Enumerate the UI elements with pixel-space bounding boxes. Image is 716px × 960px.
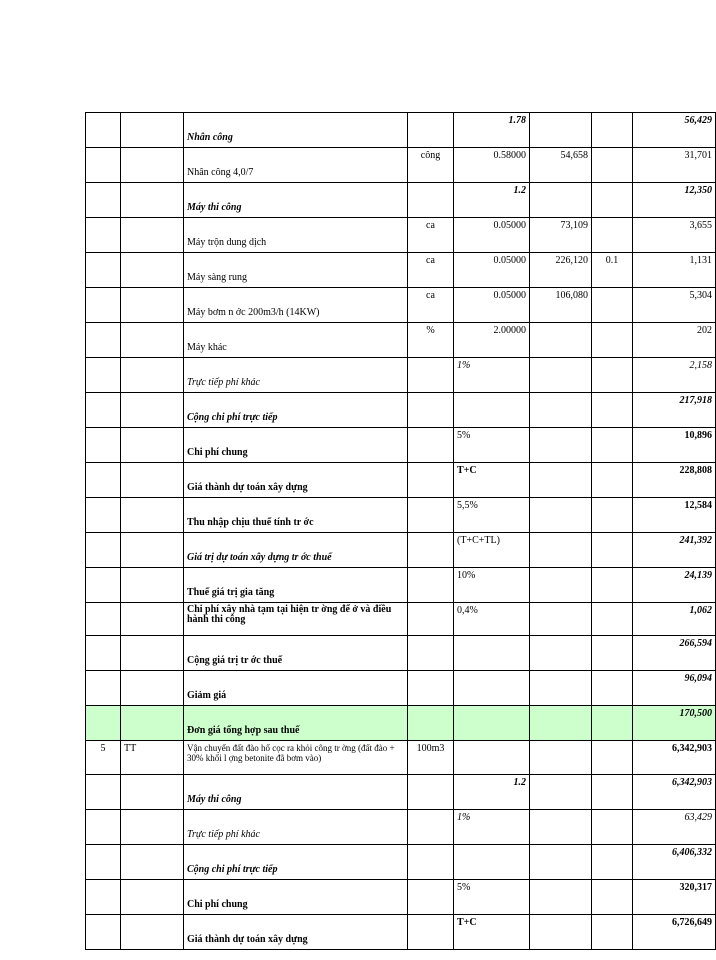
cell-coefficient [592, 603, 633, 636]
table-row [86, 288, 716, 323]
cell-unit [408, 498, 454, 533]
cell-code [121, 533, 184, 568]
cell-description: Chi phí xây nhà tạm tại hiện tr ờng để ở và điều hành thi công [184, 603, 408, 636]
cell-stt [86, 113, 121, 148]
cell-unit [408, 636, 454, 671]
cell-amount: 228,808 [633, 463, 716, 498]
cell-description: Cộng chi phí trực tiếp [184, 845, 408, 880]
cell-amount: 63,429 [633, 810, 716, 845]
cell-description: Giảm giá [184, 671, 408, 706]
cell-unit [408, 113, 454, 148]
cell-code [121, 915, 184, 950]
cell-stt [86, 603, 121, 636]
cell-coefficient [592, 148, 633, 183]
cell-coefficient [592, 775, 633, 810]
cell-coefficient [592, 636, 633, 671]
cell-amount: 202 [633, 323, 716, 358]
cell-unit-price [530, 393, 592, 428]
cell-unit [408, 706, 454, 741]
cell-quantity [454, 393, 530, 428]
cell-code [121, 463, 184, 498]
cell-code [121, 568, 184, 603]
cell-coefficient [592, 915, 633, 950]
cell-code [121, 706, 184, 741]
cell-coefficient [592, 183, 633, 218]
cell-unit-price [530, 810, 592, 845]
cell-coefficient [592, 218, 633, 253]
cell-quantity: 0.58000 [454, 148, 530, 183]
cell-unit-price [530, 323, 592, 358]
cost-estimate-table [85, 112, 716, 950]
cell-description: Máy thi công [184, 775, 408, 810]
cell-code [121, 636, 184, 671]
cell-unit [408, 603, 454, 636]
cell-amount: 3,655 [633, 218, 716, 253]
cell-code [121, 253, 184, 288]
cell-code [121, 358, 184, 393]
cell-stt [86, 880, 121, 915]
cell-code [121, 845, 184, 880]
cell-description: Cộng chi phí trực tiếp [184, 393, 408, 428]
table-row [86, 845, 716, 880]
cell-quantity: 1.2 [454, 775, 530, 810]
cell-description: Giá trị dự toán xây dựng tr ớc thuế [184, 533, 408, 568]
cell-quantity: 5% [454, 428, 530, 463]
cell-unit-price [530, 183, 592, 218]
cell-description: Máy thi công [184, 183, 408, 218]
cell-description: Trực tiếp phí khác [184, 358, 408, 393]
cell-unit-price [530, 603, 592, 636]
cell-description: Máy bơm n ớc 200m3/h (14KW) [184, 288, 408, 323]
table-body [86, 113, 716, 950]
cell-stt [86, 810, 121, 845]
cell-unit-price [530, 113, 592, 148]
cell-unit-price: 54,658 [530, 148, 592, 183]
cell-quantity [454, 636, 530, 671]
table-row [86, 603, 716, 636]
cell-amount: 12,584 [633, 498, 716, 533]
cell-amount: 96,094 [633, 671, 716, 706]
cell-description: Vận chuyển đất đào hố cọc ra khỏi công tr ờng (đất đào + 30% khối l ợng betonite đã bơm vào) [184, 741, 408, 775]
cell-coefficient [592, 533, 633, 568]
cell-amount: 5,304 [633, 288, 716, 323]
cell-stt [86, 568, 121, 603]
cell-quantity: 0,4% [454, 603, 530, 636]
cell-amount: 6,342,903 [633, 741, 716, 775]
cell-stt [86, 428, 121, 463]
cell-unit [408, 671, 454, 706]
cell-quantity: 1% [454, 810, 530, 845]
table-row [86, 880, 716, 915]
cell-description: Thuế giá trị gia tăng [184, 568, 408, 603]
cell-unit-price [530, 741, 592, 775]
cell-unit-price: 106,080 [530, 288, 592, 323]
cell-stt [86, 183, 121, 218]
cell-quantity: 1.2 [454, 183, 530, 218]
cell-quantity: 0.05000 [454, 288, 530, 323]
cell-quantity [454, 741, 530, 775]
cell-coefficient [592, 463, 633, 498]
cell-stt [86, 533, 121, 568]
cell-code [121, 218, 184, 253]
cell-stt [86, 148, 121, 183]
cell-code [121, 148, 184, 183]
cell-unit-price [530, 636, 592, 671]
cell-stt: 5 [86, 741, 121, 775]
cell-quantity: 2.00000 [454, 323, 530, 358]
cell-code [121, 603, 184, 636]
cell-description: Giá thành dự toán xây dựng [184, 915, 408, 950]
cell-description: Chi phí chung [184, 428, 408, 463]
cell-unit-price [530, 671, 592, 706]
cell-code [121, 810, 184, 845]
cell-unit: ca [408, 218, 454, 253]
cell-unit [408, 845, 454, 880]
cell-unit [408, 358, 454, 393]
table-row [86, 741, 716, 775]
cell-amount: 1,062 [633, 603, 716, 636]
cell-stt [86, 393, 121, 428]
cell-coefficient [592, 113, 633, 148]
cell-coefficient [592, 671, 633, 706]
table-row [86, 671, 716, 706]
cell-stt [86, 845, 121, 880]
cell-unit-price: 226,120 [530, 253, 592, 288]
table-row [86, 498, 716, 533]
cell-unit [408, 393, 454, 428]
cell-description: Cộng giá trị tr ớc thuế [184, 636, 408, 671]
cell-unit-price [530, 463, 592, 498]
cell-amount: 12,350 [633, 183, 716, 218]
cell-unit [408, 463, 454, 498]
cell-quantity [454, 845, 530, 880]
cell-quantity: (T+C+TL) [454, 533, 530, 568]
cell-coefficient [592, 393, 633, 428]
cell-stt [86, 775, 121, 810]
cell-description: Máy sàng rung [184, 253, 408, 288]
cell-code [121, 671, 184, 706]
table-row [86, 775, 716, 810]
cell-quantity: T+C [454, 463, 530, 498]
table-row [86, 393, 716, 428]
cell-amount: 2,158 [633, 358, 716, 393]
cell-quantity: 1% [454, 358, 530, 393]
cell-quantity: 5% [454, 880, 530, 915]
cell-amount: 10,896 [633, 428, 716, 463]
cell-description: Trực tiếp phí khác [184, 810, 408, 845]
table-row [86, 463, 716, 498]
cell-description: Máy khác [184, 323, 408, 358]
cell-amount: 217,918 [633, 393, 716, 428]
cell-quantity: 1.78 [454, 113, 530, 148]
cell-code: TT [121, 741, 184, 775]
cell-stt [86, 498, 121, 533]
cell-code [121, 183, 184, 218]
cell-quantity [454, 671, 530, 706]
cell-unit-price [530, 845, 592, 880]
cell-stt [86, 636, 121, 671]
cell-unit [408, 428, 454, 463]
cell-code [121, 113, 184, 148]
cell-coefficient: 0.1 [592, 253, 633, 288]
cell-unit-price [530, 428, 592, 463]
cell-code [121, 775, 184, 810]
cell-unit-price [530, 706, 592, 741]
cell-unit [408, 775, 454, 810]
cell-description: Chi phí chung [184, 880, 408, 915]
cell-coefficient [592, 706, 633, 741]
cell-code [121, 498, 184, 533]
cell-unit: % [408, 323, 454, 358]
cell-unit [408, 533, 454, 568]
cell-amount: 1,131 [633, 253, 716, 288]
cell-stt [86, 253, 121, 288]
table-row [86, 706, 716, 741]
cell-unit-price [530, 880, 592, 915]
cell-unit-price [530, 358, 592, 393]
table-row [86, 183, 716, 218]
cell-amount: 241,392 [633, 533, 716, 568]
cell-amount: 6,406,332 [633, 845, 716, 880]
table-row [86, 148, 716, 183]
cell-unit-price [530, 498, 592, 533]
cell-description: Nhân công [184, 113, 408, 148]
cell-unit [408, 915, 454, 950]
cell-stt [86, 463, 121, 498]
cell-stt [86, 671, 121, 706]
cell-code [121, 288, 184, 323]
cell-description: Đơn giá tổng hợp sau thuế [184, 706, 408, 741]
cell-unit-price: 73,109 [530, 218, 592, 253]
cell-amount: 170,500 [633, 706, 716, 741]
cell-amount: 320,317 [633, 880, 716, 915]
cell-stt [86, 288, 121, 323]
cell-coefficient [592, 358, 633, 393]
cell-description: Giá thành dự toán xây dựng [184, 463, 408, 498]
cell-unit: 100m3 [408, 741, 454, 775]
cell-coefficient [592, 810, 633, 845]
cell-quantity: 10% [454, 568, 530, 603]
table-row [86, 428, 716, 463]
cell-code [121, 428, 184, 463]
table-row [86, 358, 716, 393]
cell-quantity: 5,5% [454, 498, 530, 533]
cell-coefficient [592, 880, 633, 915]
cell-amount: 6,726,649 [633, 915, 716, 950]
cell-coefficient [592, 845, 633, 880]
cell-amount: 6,342,903 [633, 775, 716, 810]
cell-amount: 31,701 [633, 148, 716, 183]
cell-coefficient [592, 568, 633, 603]
cell-unit [408, 568, 454, 603]
table-row [86, 218, 716, 253]
cell-description: Máy trộn dung dịch [184, 218, 408, 253]
cell-unit: ca [408, 288, 454, 323]
cell-stt [86, 706, 121, 741]
cell-code [121, 880, 184, 915]
table-row [86, 810, 716, 845]
cell-description: Thu nhập chịu thuế tính tr ớc [184, 498, 408, 533]
cell-unit-price [530, 915, 592, 950]
cell-stt [86, 358, 121, 393]
cell-unit [408, 183, 454, 218]
cell-quantity: 0.05000 [454, 253, 530, 288]
cell-stt [86, 915, 121, 950]
cell-code [121, 393, 184, 428]
cell-amount: 56,429 [633, 113, 716, 148]
cell-code [121, 323, 184, 358]
cell-description: Nhân công 4,0/7 [184, 148, 408, 183]
cell-unit-price [530, 568, 592, 603]
cell-amount: 24,139 [633, 568, 716, 603]
cell-coefficient [592, 741, 633, 775]
cell-quantity [454, 706, 530, 741]
table-row [86, 533, 716, 568]
cell-unit: công [408, 148, 454, 183]
table-row [86, 636, 716, 671]
table-row [86, 113, 716, 148]
table-row [86, 323, 716, 358]
cell-quantity: 0.05000 [454, 218, 530, 253]
estimate-sheet [85, 112, 712, 950]
cell-quantity: T+C [454, 915, 530, 950]
cell-amount: 266,594 [633, 636, 716, 671]
cell-unit [408, 810, 454, 845]
cell-coefficient [592, 288, 633, 323]
cell-coefficient [592, 428, 633, 463]
cell-stt [86, 218, 121, 253]
cell-stt [86, 323, 121, 358]
cell-coefficient [592, 323, 633, 358]
cell-coefficient [592, 498, 633, 533]
table-row [86, 568, 716, 603]
cell-unit [408, 880, 454, 915]
cell-unit-price [530, 533, 592, 568]
table-row [86, 915, 716, 950]
table-row [86, 253, 716, 288]
cell-unit: ca [408, 253, 454, 288]
cell-unit-price [530, 775, 592, 810]
